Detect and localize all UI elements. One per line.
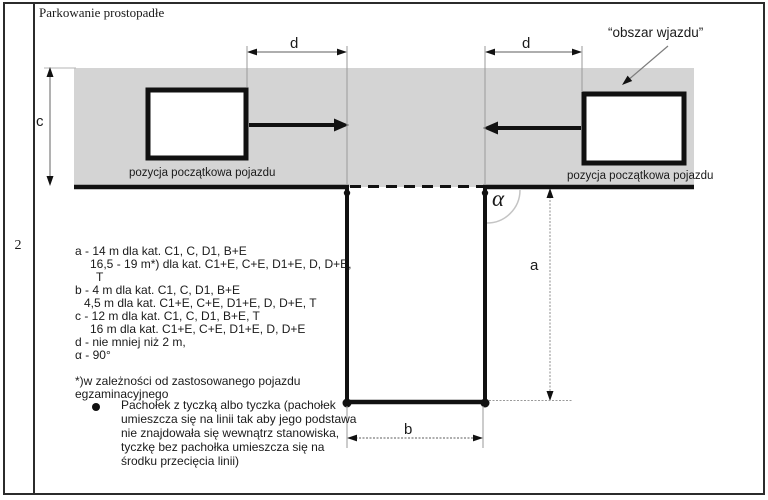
- dim-label-b: b: [404, 421, 413, 438]
- dim-c-line: [47, 67, 54, 186]
- dim-b-line: [347, 406, 483, 448]
- row-number: 2: [14, 238, 22, 253]
- entry-area-label: “obszar wjazdu”: [608, 25, 704, 40]
- vehicle-left: [148, 90, 246, 158]
- angle-alpha-label: α: [492, 186, 505, 211]
- legend-line: 4,5 m dla kat. C1+E, C+E, D1+E, D, D+E, T: [84, 296, 317, 310]
- cone-marker-bottom-right: [481, 399, 490, 408]
- dim-label-c: c: [36, 113, 44, 130]
- legend-line: 16,5 - 19 m*) dla kat. C1+E, C+E, D1+E, D, D+E,: [90, 257, 352, 271]
- legend-line: c - 12 m dla kat. C1, C, D1, B+E, T: [75, 309, 260, 323]
- legend-line: T: [96, 270, 104, 284]
- legend-line: α - 90°: [75, 348, 111, 362]
- legend-line: d - nie mniej niż 2 m,: [75, 335, 186, 349]
- legend-line: 16 m dla kat. C1+E, C+E, D1+E, D, D+E: [90, 322, 306, 336]
- start-position-label-right: pozycja początkowa pojazdu: [567, 170, 714, 182]
- dim-label-d-left: d: [290, 35, 299, 52]
- dim-label-d-right: d: [522, 35, 531, 52]
- dimension-legend: [75, 245, 351, 362]
- cone-marker-top-right: [482, 190, 488, 196]
- legend-line: b - 4 m dla kat. C1, C, D1, B+E: [75, 283, 241, 297]
- vehicle-right: [584, 94, 684, 163]
- dim-label-a: a: [530, 257, 539, 274]
- start-position-label-left: pozycja początkowa pojazdu: [129, 167, 276, 179]
- cone-marker-top-left: [344, 190, 350, 196]
- cone-note: Pachołek z tyczką albo tyczka (pachołek umieszcza się na linii tak aby jego podstawa nie znajdowała się wewnątrz stanowiska, tyczkę bez pachołka umieszcza się na środku przecięcia linii): [121, 398, 357, 468]
- legend-line: a - 14 m dla kat. C1, C, D1, B+E: [75, 244, 247, 258]
- footnote: *)w zależności od zastosowanego pojazdu egzaminacyjnego: [75, 374, 301, 401]
- page-title: Parkowanie prostopadłe: [39, 5, 165, 20]
- bullet-icon: [92, 403, 100, 411]
